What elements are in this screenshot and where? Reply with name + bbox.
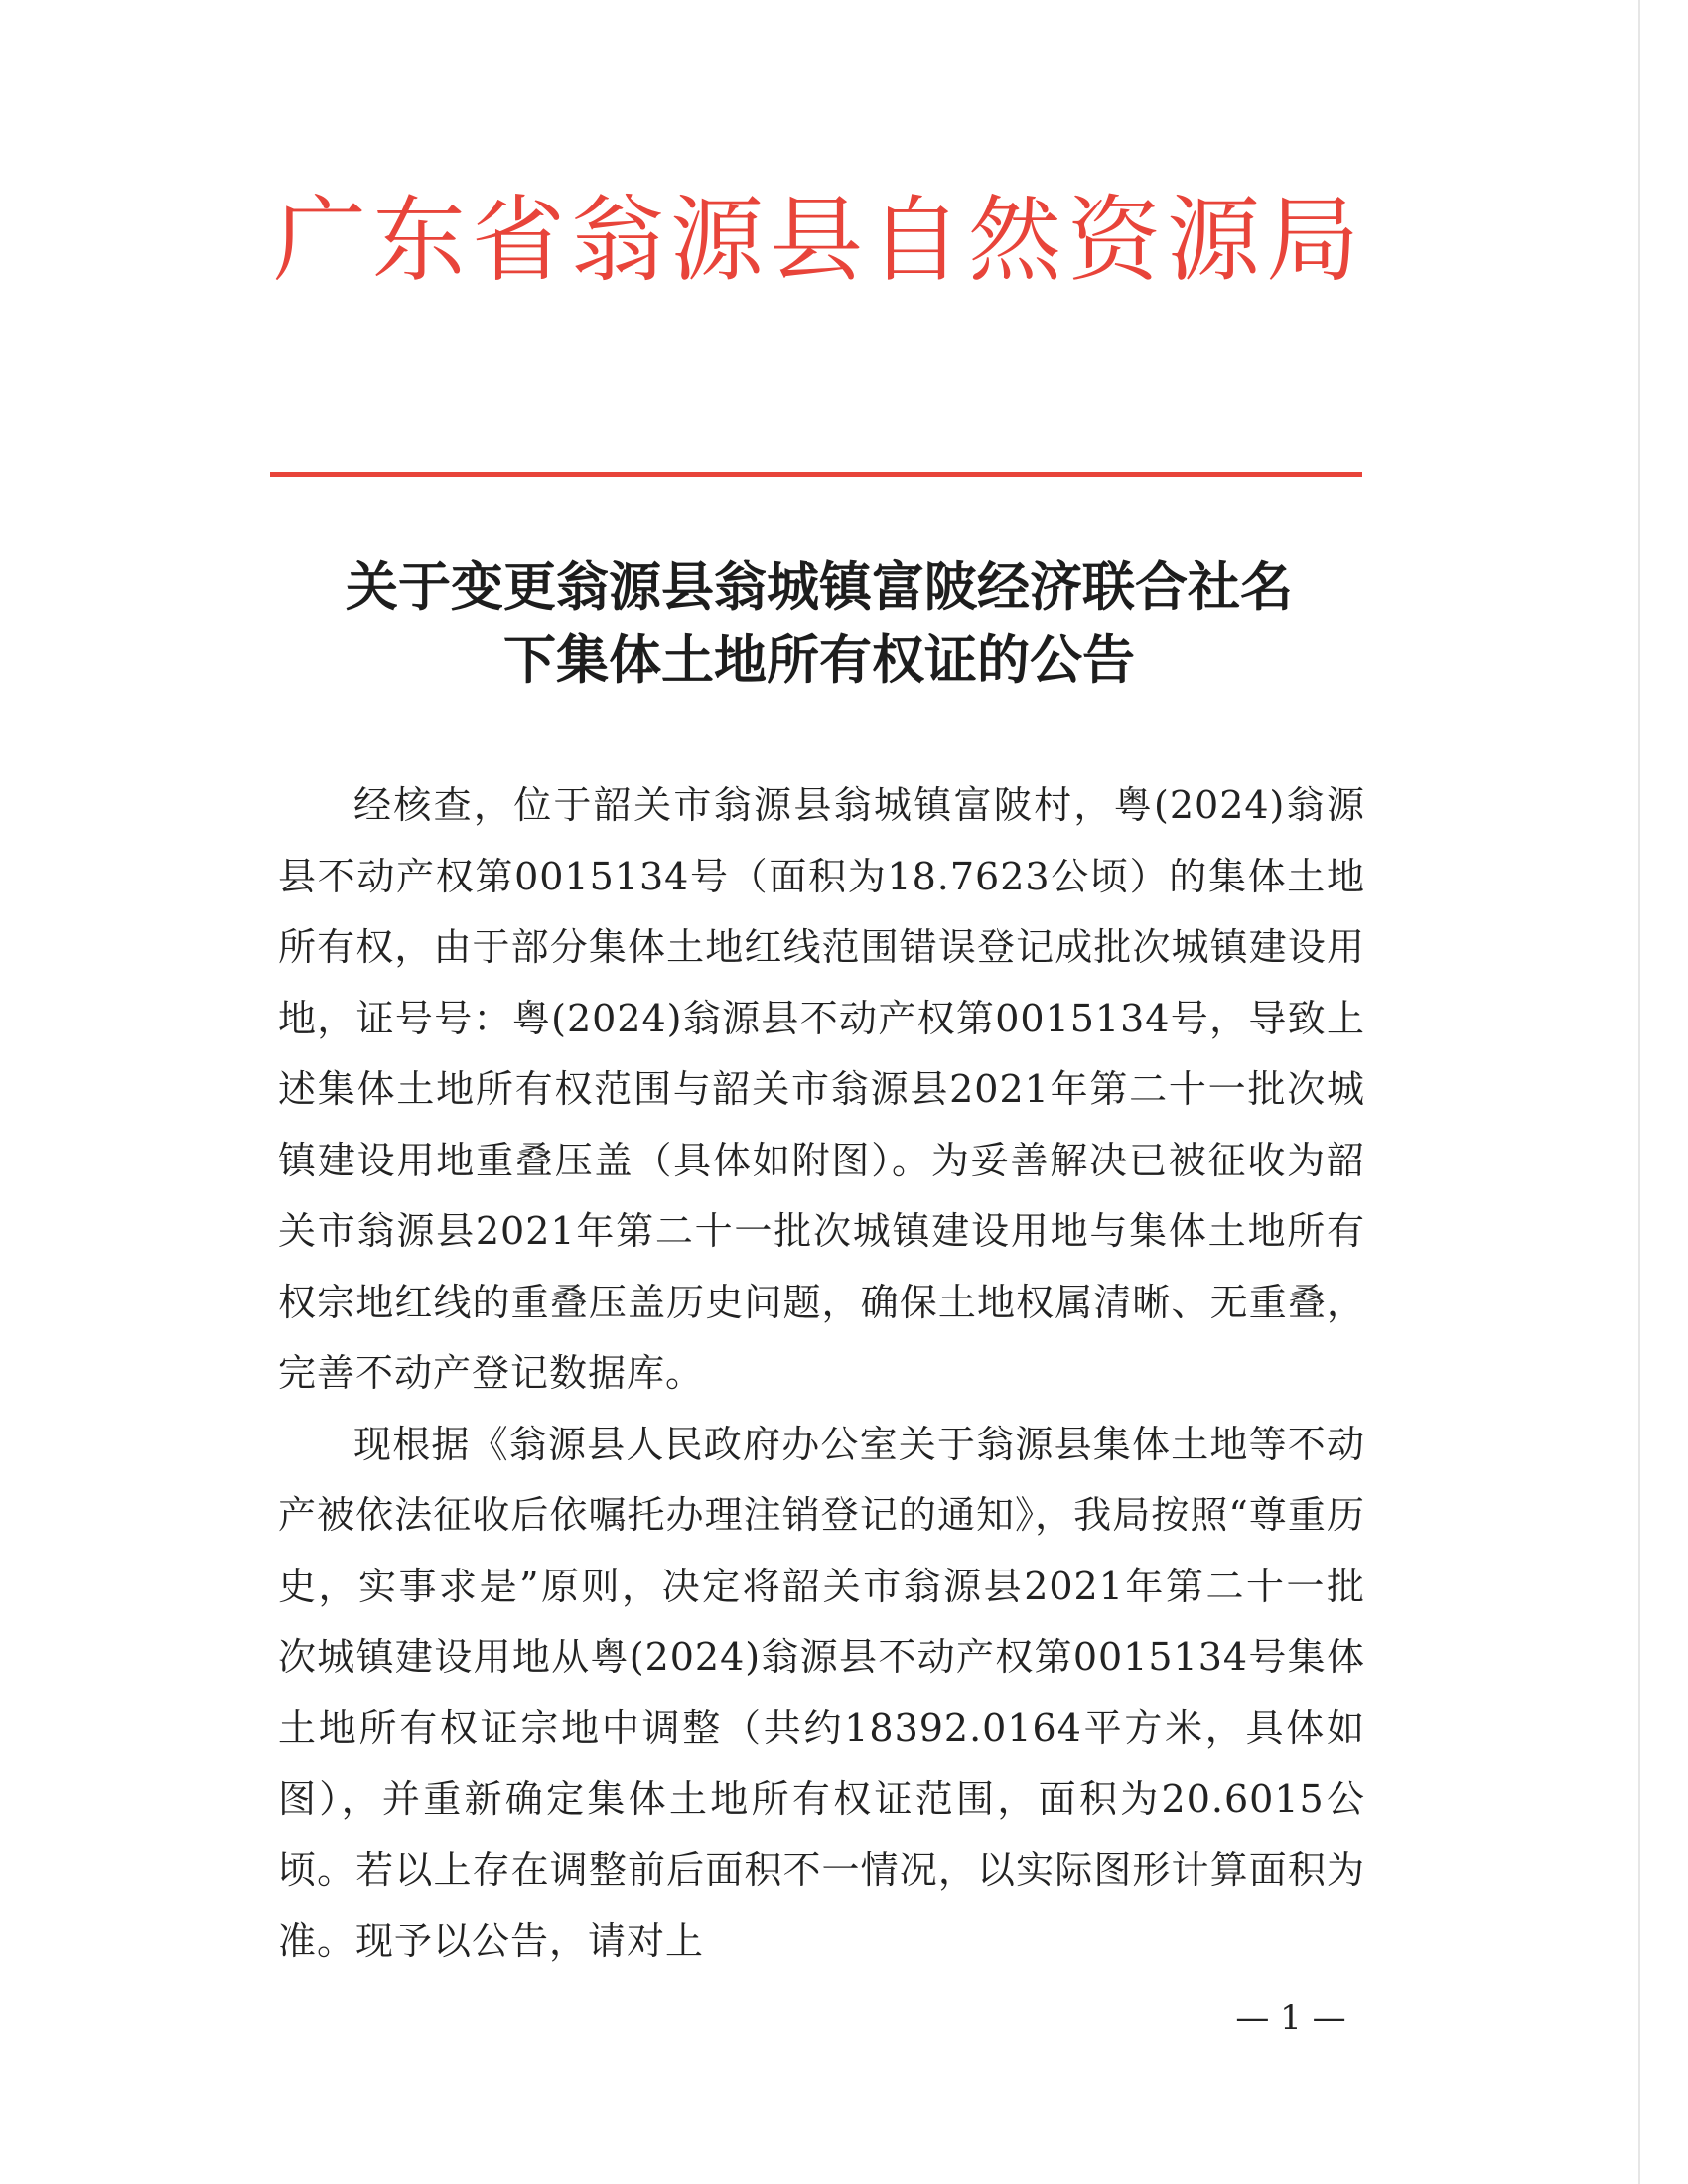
body-paragraph-2: 现根据《翁源县人民政府办公室关于翁源县集体土地等不动产被依法征收后依嘱托办理注销登记的通知》，我局按照“尊重历史，实事求是”原则，决定将韶关市翁源县2021年第二十一批次城镇建设用地从粤(2024)翁源县不动产权第0015134号集体土地所有权证宗地中调整（共约18392.0164平方米，具体如图），并重新确定集体土地所有权证范围，面积为20.6015公顷。若以上存在调整前后面积不一情况，以实际图形计算面积为准。现予以公告，请对上 xyxy=(278,1422,1365,1963)
scan-edge-line xyxy=(1638,0,1640,2184)
issuer-masthead: 广东省翁源县自然资源局 xyxy=(272,187,1365,295)
document-title-line-2: 下集体土地所有权证的公告 xyxy=(503,630,1135,691)
document-title xyxy=(268,551,1370,698)
body-paragraph-1: 经核查，位于韶关市翁源县翁城镇富陂村，粤(2024)翁源县不动产权第0015134号（面积为18.7623公顷）的集体土地所有权，由于部分集体土地红线范围错误登记成批次城镇建设用地，证号号：粤(2024)翁源县不动产权第0015134号，导致上述集体土地所有权范围与韶关市翁源县2021年第二十一批次城镇建设用地重叠压盖（具体如附图）。为妥善解决已被征收为韶关市翁源县2021年第二十一批次城镇建设用地与集体土地所有权宗地红线的重叠压盖历史问题，确保土地权属清晰、无重叠，完善不动产登记数据库。 xyxy=(278,783,1365,1395)
document-title-line-1: 关于变更翁源县翁城镇富陂经济联合社名 xyxy=(346,557,1293,617)
masthead-divider xyxy=(270,472,1362,477)
page-number: — 1 — xyxy=(1235,1998,1346,2038)
document-body xyxy=(278,770,1365,1978)
